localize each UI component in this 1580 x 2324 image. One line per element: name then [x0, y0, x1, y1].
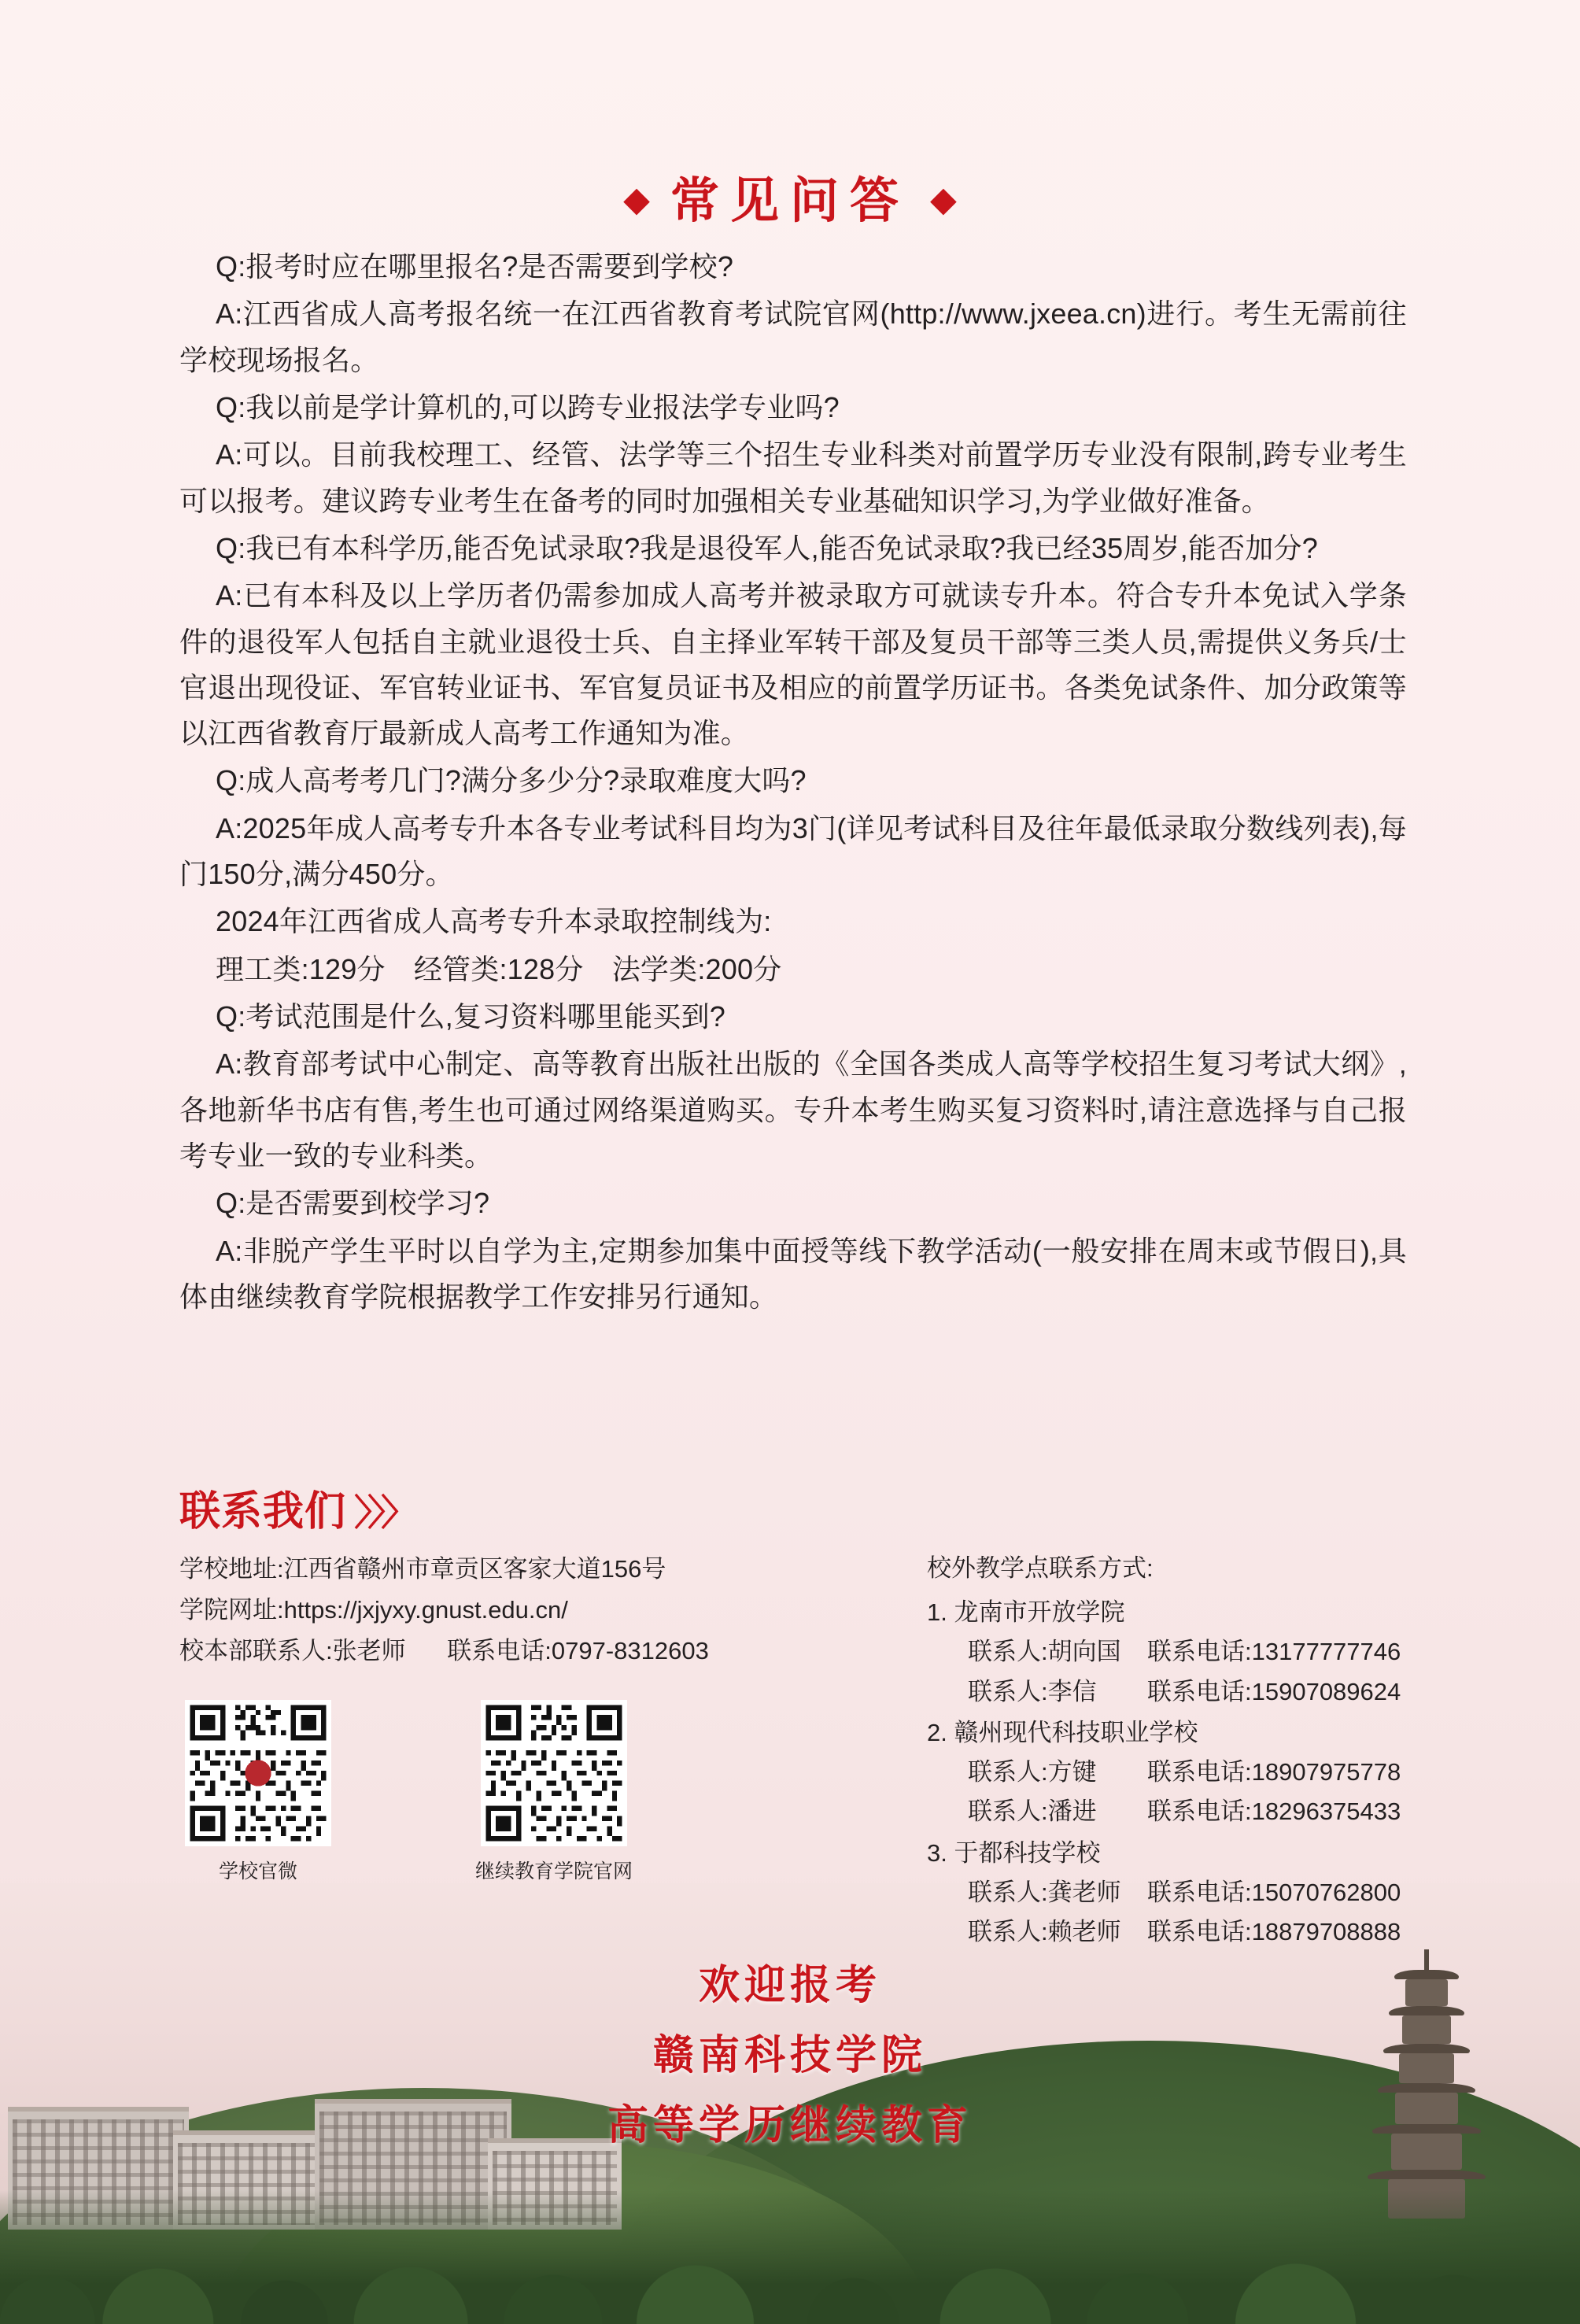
faq-score-line: 理工类:129分 经管类:128分 法学类:200分	[216, 952, 782, 985]
contact-right-column	[927, 1549, 1525, 1952]
offsite-center-name: 1. 龙南市开放学院	[927, 1598, 1125, 1627]
diamond-icon-left: ◆	[623, 179, 650, 220]
offsite-contact-phone: 联系电话:15907089624	[1147, 1677, 1401, 1705]
faq-answer: A:可以。目前我校理工、经管、法学等三个招生专业科类对前置学历专业没有限制,跨专业考生可以报考。建议跨专业考生在备考的同时加强相关专业基础知识学习,为学业做好准备。	[179, 438, 1407, 517]
faq-answer: A:非脱产学生平时以自学为主,定期参加集中面授等线下教学活动(一般安排在周末或节假日),具体由继续教育学院根据教学工作安排另行通知。	[179, 1234, 1407, 1313]
offsite-centers-title: 校外教学点联系方式:	[927, 1554, 1154, 1582]
slogan-line-1: 欢迎报考	[698, 1962, 881, 2009]
offsite-center	[927, 1834, 1525, 1953]
faq-question: Q:我以前是学计算机的,可以跨专业报法学专业吗?	[216, 390, 840, 423]
faq-question: Q:我已有本科学历,能否免试录取?我是退役军人,能否免试录取?我已经35周岁,能否加分?	[216, 531, 1318, 564]
bottom-slogan	[0, 1952, 1580, 2151]
offsite-contact-name: 联系人:李信	[968, 1677, 1097, 1705]
offsite-center-name: 2. 赣州现代科技职业学校	[927, 1718, 1198, 1746]
school-address: 学校地址:江西省赣州市章贡区客家大道156号	[179, 1555, 666, 1583]
faq-question: Q:报考时应在哪里报名?是否需要到学校?	[216, 250, 734, 283]
contact-phone: 联系电话:0797-8312603	[447, 1637, 709, 1665]
offsite-center-name: 3. 于都科技学校	[927, 1838, 1101, 1867]
contact-left-column	[179, 1549, 809, 1672]
page-title-text: 常见问答	[670, 172, 910, 229]
page-title	[0, 161, 1580, 231]
offsite-contact	[927, 1792, 1525, 1831]
offsite-center	[927, 1713, 1525, 1832]
faq-note: 2024年江西省成人高考专升本录取控制线为:	[216, 905, 772, 938]
qr-code-icon-wechat[interactable]	[185, 1700, 331, 1846]
faq-answer: A:教育部考试中心制定、高等教育出版社出版的《全国各类成人高等学校招生复习考试大纲》,各地新华书店有售,考生也可通过网络渠道购买。专升本考生购买复习资料时,请注意选择与自己报考专业一致的专业科类。	[179, 1047, 1407, 1172]
faq-answer: A:江西省成人高考报名统一在江西省教育考试院官网(http://www.jxeea.cn)进行。考生无需前往学校现场报名。	[179, 297, 1407, 376]
arrows-icon: 〉〉〉	[354, 1492, 413, 1533]
contact-section-title	[179, 1478, 412, 1537]
faq-question: Q:是否需要到校学习?	[216, 1187, 490, 1220]
offsite-contact-phone: 联系电话:18296375433	[1147, 1797, 1401, 1826]
qr-code-icon-website[interactable]	[481, 1700, 627, 1846]
slogan-line-3: 高等学历继续教育	[607, 2102, 973, 2149]
faq-answer: A:已有本科及以上学历者仍需参加成人高考并被录取方可就读专升本。符合专升本免试入学条件的退役军人包括自主就业退役士兵、自主择业军转干部及复员干部等三类人员,需提供义务兵/士官退出现役证、军官转业证书、军官复员证书及相应的前置学历证书。各类免试条件、加分政策等以江西省教育厅最新成人高考工作通知为准。	[179, 579, 1407, 750]
offsite-contact	[927, 1672, 1525, 1712]
offsite-contact	[927, 1632, 1525, 1672]
offsite-contact-phone: 联系电话:15070762800	[1147, 1878, 1401, 1906]
school-website[interactable]: 学院网址:https://jxjyxy.gnust.edu.cn/	[179, 1596, 568, 1624]
qr-item	[475, 1700, 633, 1884]
slogan-line-2: 赣南科技学院	[652, 2032, 927, 2079]
contact-section-title-text: 联系我们	[179, 1489, 347, 1535]
faq-question: Q:成人高考考几门?满分多少分?录取难度大吗?	[216, 764, 807, 797]
main-campus-contact	[179, 1631, 809, 1672]
offsite-contact	[927, 1912, 1525, 1952]
qr-code-group	[179, 1700, 633, 1884]
offsite-contact-phone: 联系电话:18907975778	[1147, 1758, 1401, 1786]
faq-answer: A:2025年成人高考专升本各专业考试科目均为3门(详见考试科目及往年最低录取分数线列表),每门150分,满分450分。	[179, 811, 1407, 891]
qr-item	[179, 1700, 337, 1884]
qr-caption: 学校官微	[218, 1860, 297, 1882]
qr-caption: 继续教育学院官网	[475, 1860, 633, 1882]
diamond-icon-right: ◆	[930, 179, 957, 220]
offsite-contact-phone: 联系电话:13177777746	[1147, 1638, 1401, 1666]
offsite-contact-phone: 联系电话:18879708888	[1147, 1917, 1401, 1945]
faq-question: Q:考试范围是什么,复习资料哪里能买到?	[216, 1000, 726, 1033]
offsite-contact-name: 联系人:龚老师	[968, 1878, 1121, 1906]
offsite-center	[927, 1593, 1525, 1712]
offsite-contact-name: 联系人:胡向国	[968, 1638, 1121, 1666]
faq-list	[179, 244, 1407, 1321]
offsite-contact	[927, 1753, 1525, 1792]
contact-person: 校本部联系人:张老师	[179, 1637, 406, 1665]
offsite-contact	[927, 1873, 1525, 1912]
offsite-contact-name: 联系人:方键	[968, 1758, 1097, 1786]
offsite-contact-name: 联系人:潘进	[968, 1797, 1097, 1826]
offsite-contact-name: 联系人:赖老师	[968, 1917, 1121, 1945]
